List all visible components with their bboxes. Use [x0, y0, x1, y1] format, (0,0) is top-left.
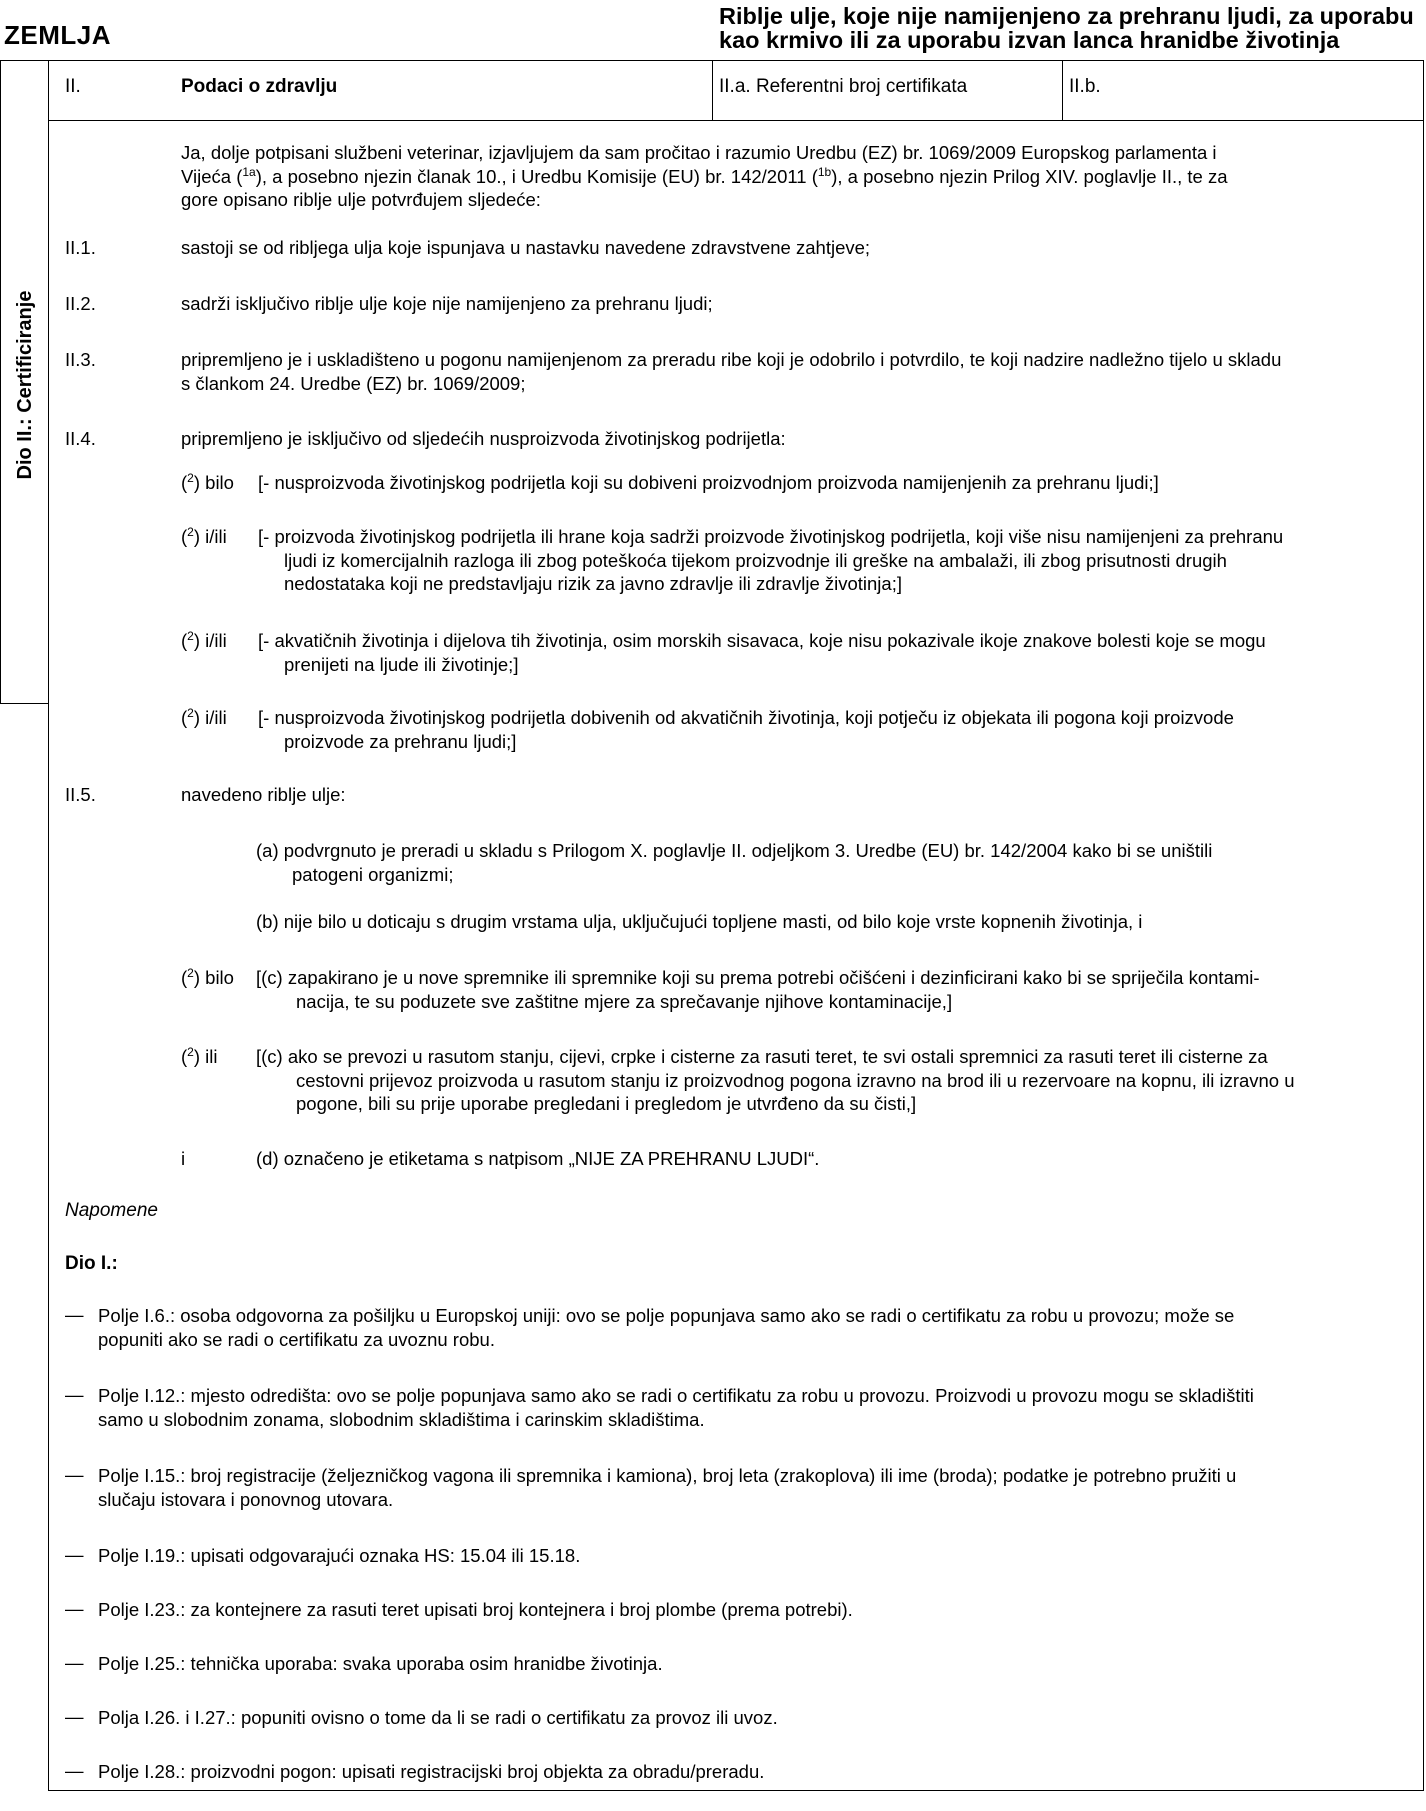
notes-part-label: Dio I.:: [65, 1253, 118, 1274]
footnote-ref: 2: [187, 470, 194, 485]
note-item: [98, 1652, 1418, 1676]
notes-title: Napomene: [65, 1200, 158, 1221]
intro-line: [181, 165, 1418, 189]
footnote-ref: 2: [187, 628, 194, 643]
option-text: [258, 629, 1418, 676]
sub-item-line: [(c) ako se prevozi u rasutom stanju, cijevi, crpke i cisterne za rasuti teret, te svi ostali spremnici za rasuti teret ili cisterne za: [256, 1046, 1268, 1067]
item-text-line: s člankom 24. Uredbe (EZ) br. 1069/2009;: [181, 372, 526, 394]
sub-item-line: nacija, te su poduzete sve zaštitne mjere za sprečavanje njihove kontaminacije,]: [296, 990, 953, 1012]
sub-item-line: (a) podvrgnuto je preradi u skladu s Prilogom X. poglavlje II. odjeljkom 3. Uredbe (EU) br. 142/2004 kako bi se uništili: [256, 840, 1213, 861]
option-prefix: ($^2$) i/ili: [181, 524, 227, 547]
note-line: slučaju istovara i ponovnog utovara.: [98, 1488, 394, 1510]
item-text-line: pripremljeno je i uskladišteno u pogonu namijenjenom za preradu ribe koji je odobrilo i potvrdilo, te koji nadzire nadležno tijelo u skladu: [181, 349, 1282, 370]
option-text-line: [- akvatičnih životinja i dijelova tih životinja, osim morskih sisavaca, koje nisu pokazivale ikoje znakove bolesti koje se mogu: [258, 630, 1266, 651]
certificate-title-line2: kao krmivo ili za uporabu izvan lanca hranidbe životinja: [719, 27, 1340, 53]
note-item: [98, 1760, 1418, 1784]
option-text-line: [- nusproizvoda životinjskog podrijetla koji su dobiveni proizvodnjom proizvoda namijenjenih za prehranu ljudi;]: [258, 472, 1159, 493]
option-text-line: [- proizvoda životinjskog podrijetla ili hrane koja sadrži proizvode životinjskog podrijetla, koji više nisu namijenjeni za prehranu: [258, 526, 1284, 547]
note-dash: —: [65, 1544, 84, 1565]
header-divider: [48, 120, 1424, 121]
note-line: samo u slobodnim zonama, slobodnim skladištima i carinskim skladištima.: [98, 1408, 705, 1430]
sub-item-line: patogeni organizmi;: [292, 863, 454, 885]
header-divider-v2: [1062, 60, 1063, 120]
note-item: [98, 1464, 1418, 1511]
note-line: Polje I.23.: za kontejnere za rasuti teret upisati broj kontejnera i broj plombe (prema potrebi).: [98, 1599, 853, 1620]
option-text: [258, 525, 1418, 596]
note-item: [98, 1384, 1418, 1431]
note-item: [98, 1544, 1418, 1568]
sub-item-a: [256, 839, 1418, 886]
note-line: Polje I.19.: upisati odgovarajući oznaka HS: 15.04 ili 15.18.: [98, 1545, 581, 1566]
option-prefix: i: [181, 1148, 186, 1169]
sub-item-c2: [256, 1045, 1418, 1116]
option-prefix: ($^2$) bilo: [181, 965, 234, 988]
header-divider-v1: [712, 60, 713, 120]
intro-text: Vijeća (: [181, 165, 243, 187]
footnote-ref: 2: [187, 965, 194, 980]
footnote-ref: 1b: [817, 164, 832, 179]
intro-line: gore opisano riblje ulje potvrđujem sljedeće:: [181, 189, 541, 210]
note-line: Polje I.6.: osoba odgovorna za pošiljku u Europskoj uniji: ovo se polje popunjava samo ako se radi o certifikatu za robu u provozu; može se: [98, 1305, 1235, 1326]
sub-item-d: (d) označeno je etiketama s natpisom „NIJE ZA PREHRANU LJUDI“.: [256, 1148, 820, 1169]
note-dash: —: [65, 1760, 84, 1781]
option-prefix: ($^2$) i/ili: [181, 628, 227, 651]
item-text: [181, 348, 1418, 395]
option-text: [258, 471, 1418, 495]
note-dash: —: [65, 1706, 84, 1727]
section-title: Podaci o zdravlju: [181, 76, 338, 97]
sub-item-c1: [256, 966, 1418, 1013]
intro-text: ), a posebno njezin Prilog XIV. poglavlje II., te za: [831, 165, 1228, 187]
option-prefix: ($^2$) bilo: [181, 470, 234, 493]
note-line: Polje I.15.: broj registracije (željezničkog vagona ili spremnika i kamiona), broj leta (zrakoplova) ili ime (broda); podatke je potrebno pružiti u: [98, 1465, 1237, 1486]
item-text: pripremljeno je isključivo od sljedećih nusproizvoda životinjskog podrijetla:: [181, 428, 786, 449]
note-line: popuniti ako se radi o certifikatu za uvoznu robu.: [98, 1328, 495, 1350]
option-prefix: ($^2$) i/ili: [181, 705, 227, 728]
certificate-title-line1: Riblje ulje, koje nije namijenjeno za prehranu ljudi, za uporabu: [719, 3, 1414, 29]
item-number: II.3.: [65, 349, 96, 370]
note-dash: —: [65, 1384, 84, 1405]
option-text: [258, 706, 1418, 753]
note-item: [98, 1706, 1418, 1730]
section-number: II.: [65, 76, 81, 97]
note-line: Polja I.26. i I.27.: popuniti ovisno o tome da li se radi o certifikatu za provoz ili uvoz.: [98, 1707, 778, 1728]
declaration-intro: [181, 141, 1418, 212]
item-number: II.2.: [65, 293, 96, 314]
note-dash: —: [65, 1652, 84, 1673]
option-prefix-text: ) ili: [193, 1046, 218, 1067]
item-text: sastoji se od ribljega ulja koje ispunjava u nastavku navedene zdravstvene zahtjeve;: [181, 237, 871, 258]
intro-line: Ja, dolje potpisani službeni veterinar, izjavljujem da sam pročitao i razumio Uredbu (EZ) br. 1069/2009 Europskog parlamenta i: [181, 142, 1217, 163]
sub-item-line: cestovni prijevoz proizvoda u rasutom stanju iz proizvodnog pogona izravno na brod ili u rezervoare na kopnu, ili izravno u: [296, 1069, 1295, 1091]
item-number: II.5.: [65, 784, 96, 805]
item-text: navedeno riblje ulje:: [181, 784, 346, 805]
option-text-line: nedostataka koji ne predstavljaju rizik za javno zdravlje ili zdravlje životinja;]: [284, 573, 902, 594]
note-line: Polje I.25.: tehnička uporaba: svaka uporaba osim hranidbe životinja.: [98, 1653, 663, 1674]
note-item: [98, 1598, 1418, 1622]
note-line: Polje I.28.: proizvodni pogon: upisati registracijski broj objekta za obradu/preradu.: [98, 1761, 765, 1782]
note-item: [98, 1304, 1418, 1351]
item-number: II.4.: [65, 428, 96, 449]
note-dash: —: [65, 1304, 84, 1325]
option-text-line: proizvode za prehranu ljudi;]: [284, 730, 517, 752]
intro-text: ), a posebno njezin članak 10., i Uredbu Komisije (EU) br. 142/2011 (: [255, 165, 818, 187]
certificate-title: [719, 4, 1425, 52]
footnote-ref: 2: [187, 705, 194, 720]
option-prefix: ($^2$) ili: [181, 1044, 218, 1067]
option-text-line: ljudi iz komercijalnih razloga ili zbog poteškoća tijekom proizvodnje ili greške na ambalaži, ili zbog prisutnosti drugih: [284, 549, 1227, 571]
iib-label: II.b.: [1069, 76, 1101, 97]
note-dash: —: [65, 1598, 84, 1619]
footnote-ref: 1a: [242, 164, 256, 179]
option-text-line: prenijeti na ljude ili životinje;]: [284, 653, 519, 675]
sub-item-line: pogone, bili su prije uporabe pregledani i pregledom je utvrđeno da su čisti,]: [296, 1093, 917, 1114]
note-dash: —: [65, 1464, 84, 1485]
sub-item-b: (b) nije bilo u doticaju s drugim vrstama ulja, uključujući topljene masti, od bilo koje vrste kopnenih životinja, i: [256, 911, 1143, 932]
item-text: sadrži isključivo riblje ulje koje nije namijenjeno za prehranu ljudi;: [181, 293, 713, 314]
footnote-ref: 2: [187, 524, 194, 539]
option-prefix-text: ) bilo: [193, 967, 234, 988]
country-label: ZEMLJA: [4, 20, 111, 50]
footnote-ref: 2: [187, 1044, 194, 1059]
option-text-line: [- nusproizvoda životinjskog podrijetla dobivenih od akvatičnih životinja, koji potječu iz objekata ili pogona koji proizvode: [258, 707, 1234, 728]
reference-number-label: II.a. Referentni broj certifikata: [719, 76, 968, 97]
note-line: Polje I.12.: mjesto odredišta: ovo se polje popunjava samo ako se radi o certifikatu za robu u provozu. Proizvodi u provozu mogu se skladištiti: [98, 1385, 1254, 1406]
item-number: II.1.: [65, 237, 96, 258]
sub-item-line: [(c) zapakirano je u nove spremnike ili spremnike koji su prema potrebi očišćeni i dezinficirani kako bi se spriječila kontami-: [256, 967, 1260, 988]
side-label: Dio II.: Certificiranje: [14, 290, 36, 480]
